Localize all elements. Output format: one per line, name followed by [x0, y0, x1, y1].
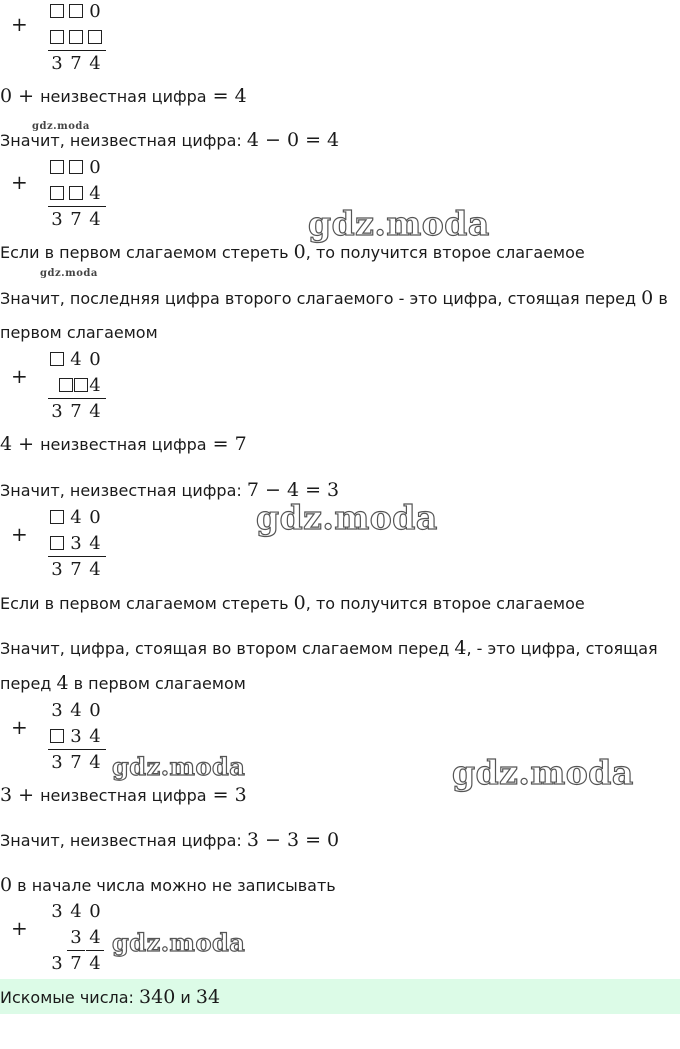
step-text-3: Если в первом слагаемом стереть 0, то получится второе слагаемое	[0, 241, 585, 263]
plus-sign: +	[11, 522, 28, 546]
step-text-5: 4 + неизвестная цифра = 7	[0, 433, 247, 455]
plus-sign: +	[11, 364, 28, 388]
answer-line: Искомые числа: 340 и 34	[0, 986, 221, 1008]
sum-row: 3 7 4	[51, 53, 101, 74]
step-text-1: 0 + неизвестная цифра = 4	[0, 85, 247, 107]
watermark: gdz.moda	[256, 498, 438, 537]
unknown-digit-box	[50, 729, 64, 743]
unknown-digit-box	[50, 30, 64, 44]
watermark: gdz.moda	[308, 204, 490, 243]
plus-sign: +	[11, 170, 28, 194]
addend-1: 4 0	[48, 506, 106, 530]
addend-2	[48, 26, 106, 51]
step-text-2: Значит, неизвестная цифра: 4 − 0 = 4	[0, 129, 340, 151]
addend-2: 4	[48, 374, 106, 399]
step-text-9: 3 + неизвестная цифра = 3	[0, 784, 247, 806]
unknown-digit-box	[69, 4, 83, 18]
plus-sign: +	[11, 12, 28, 36]
sum-row: 3 7 4	[51, 559, 101, 580]
watermark: gdz.moda	[32, 121, 90, 132]
unknown-digit-box	[50, 510, 64, 524]
unknown-digit-box	[69, 186, 83, 200]
unknown-digit-box	[50, 4, 64, 18]
unknown-digit-box	[59, 378, 73, 392]
unknown-digit-box	[50, 536, 64, 550]
sum-row: 3 7 4	[51, 953, 101, 974]
addend-2: 3 4	[48, 532, 106, 557]
sum-row: 3 7 4	[51, 752, 101, 773]
step-text-8: Значит, цифра, стоящая во втором слагаемом перед 4, - это цифра, стоящая	[0, 637, 658, 659]
plus-sign: +	[11, 916, 28, 940]
unknown-digit-box	[50, 352, 64, 366]
step-text-7: Если в первом слагаемом стереть 0, то получится второе слагаемое	[0, 592, 585, 614]
unknown-digit-box	[88, 30, 102, 44]
answer-box	[0, 979, 680, 1014]
sum-row: 3 7 4	[51, 401, 101, 422]
addend-1: 4 0	[48, 348, 106, 372]
unknown-digit-box	[69, 160, 83, 174]
step-text-4: Значит, последняя цифра второго слагаемого - это цифра, стоящая перед 0 в	[0, 287, 668, 309]
addend-1: 3 4 0	[51, 901, 101, 922]
unknown-digit-box	[50, 160, 64, 174]
unknown-digit-box	[50, 186, 64, 200]
watermark: gdz.moda	[112, 928, 246, 957]
addend-1: 3 4 0	[51, 700, 101, 721]
step-text-10: Значит, неизвестная цифра: 3 − 3 = 0	[0, 829, 340, 851]
step-text-8b: перед 4 в первом слагаемом	[0, 672, 246, 694]
watermark: gdz.moda	[40, 268, 98, 279]
step-text-6: Значит, неизвестная цифра: 7 − 4 = 3	[0, 479, 340, 501]
addend-2: 3 4	[48, 725, 106, 750]
watermark: gdz.moda	[112, 752, 246, 781]
step-text-4b: первом слагаемом	[0, 323, 158, 342]
addend-2: 4	[48, 182, 106, 207]
plus-sign: +	[11, 715, 28, 739]
watermark: gdz.moda	[452, 753, 634, 792]
addend-1: 0	[48, 156, 106, 180]
step-text-11: 0 в начале числа можно не записывать	[0, 874, 336, 896]
addend-2: 3 4	[48, 926, 106, 950]
addend-1: 0	[48, 0, 106, 24]
unknown-digit-box	[69, 30, 83, 44]
sum-row: 3 7 4	[51, 209, 101, 230]
